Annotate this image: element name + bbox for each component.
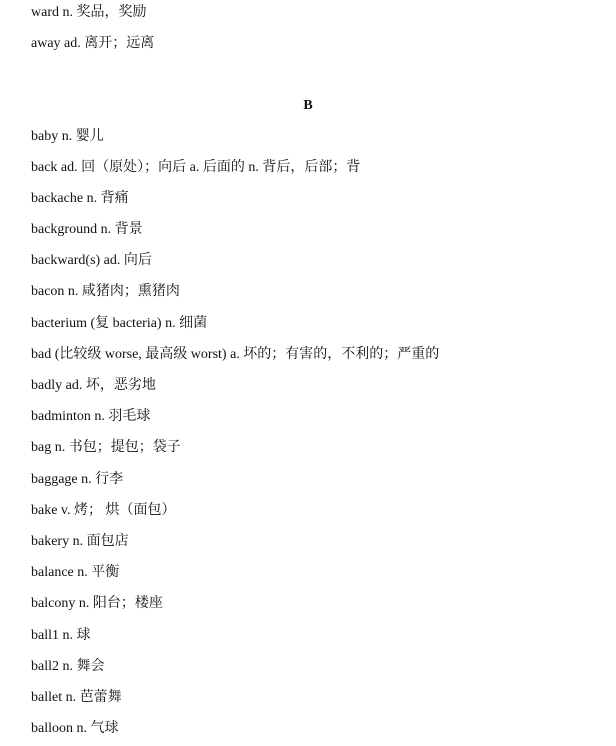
entry-bake: bake v. 烤； 烘（面包）	[31, 503, 176, 518]
entry-ball2: ball2 n. 舞会	[31, 659, 105, 674]
section-heading-b: B	[303, 98, 313, 113]
entry-balcony: balcony n. 阳台；楼座	[31, 596, 163, 611]
entry-backache: backache n. 背痛	[31, 191, 129, 206]
entry-backwards: backward(s) ad. 向后	[31, 253, 152, 268]
entry-bacterium: bacterium (复 bacteria) n. 细菌	[31, 316, 208, 331]
entry-badminton: badminton n. 羽毛球	[31, 409, 151, 424]
entry-balance: balance n. 平衡	[31, 565, 120, 580]
entry-baggage: baggage n. 行李	[31, 472, 124, 487]
entry-bakery: bakery n. 面包店	[31, 534, 129, 549]
entry-ballet: ballet n. 芭蕾舞	[31, 690, 122, 705]
entry-away: away ad. 离开；远离	[31, 36, 155, 51]
entry-balloon: balloon n. 气球	[31, 721, 119, 736]
entry-bad: bad (比较级 worse, 最高级 worst) a. 坏的；有害的，不利的；严重的	[31, 347, 440, 362]
entry-back: back ad. 回（原处）；向后 a. 后面的 n. 背后，后部；背	[31, 160, 361, 175]
entry-bacon: bacon n. 咸猪肉；熏猪肉	[31, 284, 180, 299]
entry-bag: bag n. 书包；提包；袋子	[31, 440, 181, 455]
entry-baby: baby n. 婴儿	[31, 129, 104, 144]
entry-badly: badly ad. 坏，恶劣地	[31, 378, 156, 393]
entry-ball1: ball1 n. 球	[31, 628, 91, 643]
entry-background: background n. 背景	[31, 222, 143, 237]
entry-ward: ward n. 奖品，奖励	[31, 5, 147, 20]
